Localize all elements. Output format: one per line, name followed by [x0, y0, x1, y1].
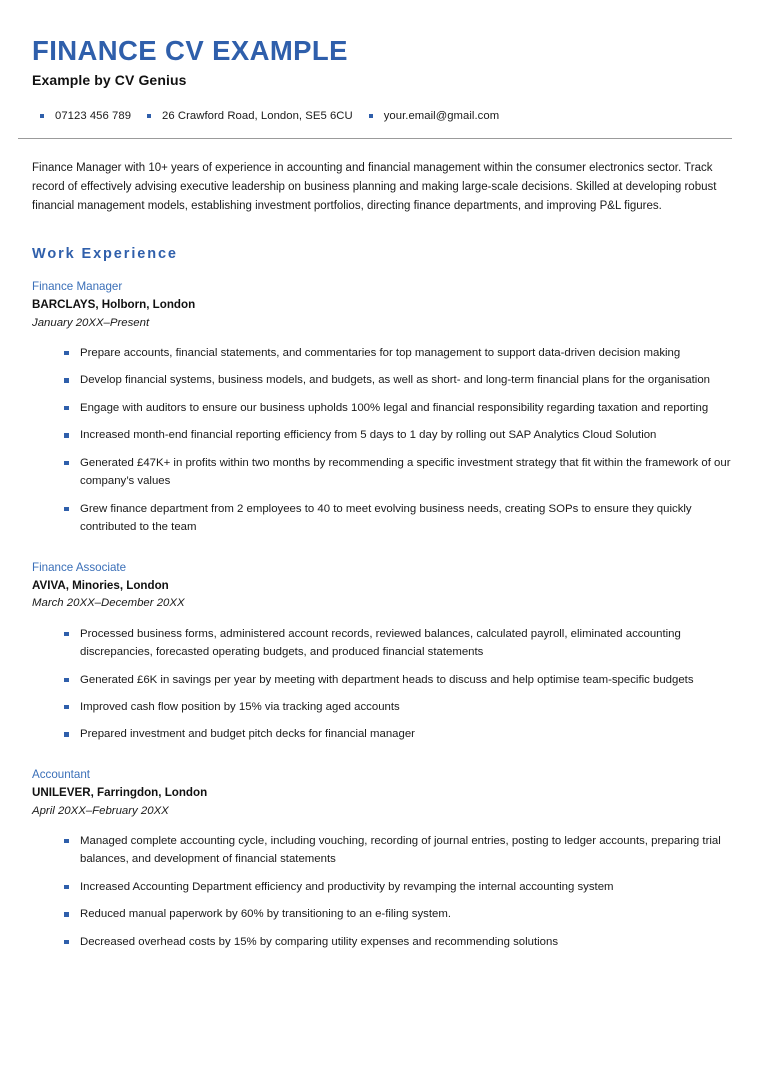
- job-title: Accountant: [32, 767, 91, 781]
- page-subtitle: Example by CV Genius: [32, 72, 187, 89]
- job-bullets: [32, 344, 732, 537]
- list-item: Processed business forms, administered account records, reviewed balances, calculated payroll, eliminated accounting discrepancies, forecasted operating budgets, and produced financial statements: [32, 625, 732, 662]
- job-entry: [32, 766, 750, 951]
- contact-phone: 07123 456 789: [55, 110, 132, 123]
- list-item: Prepare accounts, financial statements, and commentaries for top management to support data-driven decision making: [32, 344, 732, 362]
- job-dates: April 20XX–February 20XX: [32, 804, 169, 817]
- list-item: Generated £47K+ in profits within two months by recommending a specific investment strategy that fit within the framework of our company’s values: [32, 454, 732, 491]
- job-company: AVIVA, Minories, London: [32, 579, 169, 593]
- section-heading-work-experience: Work Experience: [32, 246, 178, 263]
- list-item: Develop financial systems, business models, and budgets, as well as short- and long-term financial plans for the organisation: [32, 371, 732, 389]
- job-bullets: [32, 625, 732, 744]
- header-divider: [18, 138, 732, 139]
- job-company: UNILEVER, Farringdon, London: [32, 786, 208, 800]
- list-item: Reduced manual paperwork by 60% by transitioning to an e-filing system.: [32, 905, 732, 923]
- contact-email[interactable]: your.email@gmail.com: [383, 110, 500, 123]
- list-item: Engage with auditors to ensure our business upholds 100% legal and financial responsibility regarding taxation and reporting: [32, 399, 732, 417]
- bullet-square-icon: [40, 114, 44, 118]
- list-item: Decreased overhead costs by 15% by comparing utility expenses and recommending solutions: [32, 933, 732, 951]
- job-title: Finance Manager: [32, 280, 123, 294]
- list-item: Grew finance department from 2 employees to 40 to meet evolving business needs, creating SOPs to ensure they quickly contributed to the team: [32, 500, 732, 537]
- job-title: Finance Associate: [32, 560, 127, 574]
- list-item: Generated £6K in savings per year by meeting with department heads to discuss and help optimise team-specific budgets: [32, 671, 732, 689]
- professional-summary: Finance Manager with 10+ years of experience in accounting and financial management within the consumer electronics sector. Track record of effectively advising executive leadership on business planning and making large-scale decisions. Skilled at developing robust financial management models, establishing investment portfolios, directing finance departments, and improving P&L figures.: [32, 162, 717, 213]
- job-company: BARCLAYS, Holborn, London: [32, 298, 196, 312]
- list-item: Improved cash flow position by 15% via tracking aged accounts: [32, 698, 732, 716]
- bullet-square-icon: [147, 114, 151, 118]
- page-title: FINANCE CV EXAMPLE: [32, 35, 348, 66]
- job-entry: [32, 559, 750, 744]
- job-bullets: [32, 832, 732, 951]
- job-entry: [32, 278, 750, 537]
- list-item: Prepared investment and budget pitch decks for financial manager: [32, 725, 732, 743]
- contact-address: 26 Crawford Road, London, SE5 6CU: [162, 110, 353, 123]
- job-dates: January 20XX–Present: [32, 316, 150, 329]
- list-item: Increased Accounting Department efficiency and productivity by revamping the internal accounting system: [32, 878, 732, 896]
- list-item: Managed complete accounting cycle, including vouching, recording of journal entries, posting to ledger accounts, preparing trial balances, and development of financial statements: [32, 832, 732, 869]
- contact-row: [40, 110, 750, 122]
- job-dates: March 20XX–December 20XX: [32, 597, 185, 610]
- list-item: Increased month-end financial reporting efficiency from 5 days to 1 day by rolling out SAP Analytics Cloud Solution: [32, 426, 732, 444]
- bullet-square-icon: [369, 114, 373, 118]
